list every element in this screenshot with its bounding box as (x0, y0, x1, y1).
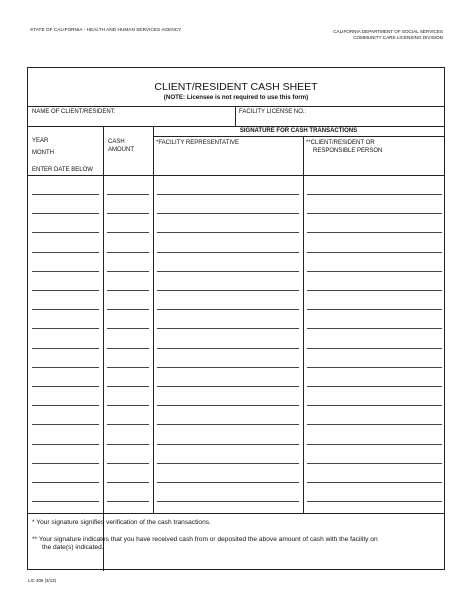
entry-line (307, 290, 442, 291)
footnote-cash-received: ** Your signature indicates that you have received cash from or deposited the above amount of cash with the facility on (32, 536, 378, 543)
entry-line (157, 290, 299, 291)
entry-line (307, 463, 442, 464)
entry-line (157, 367, 299, 368)
entry-line (32, 194, 99, 195)
entry-line (107, 328, 149, 329)
entry-line (307, 213, 442, 214)
cash-label-line: AMOUNT (108, 146, 134, 153)
month-label: MONTH (32, 150, 54, 156)
year-label: YEAR (32, 138, 49, 144)
divider (235, 106, 236, 126)
entry-line (157, 405, 299, 406)
form-number: LIC 405 (3/13) (28, 578, 57, 583)
entry-line (32, 232, 99, 233)
entry-line (157, 232, 299, 233)
client-responsible-label (306, 140, 382, 155)
entry-line (307, 271, 442, 272)
entry-line (307, 367, 442, 368)
entry-line (157, 444, 299, 445)
department-name: CALIFORNIA DEPARTMENT OF SOCIAL SERVICES (333, 29, 443, 34)
entry-line (307, 328, 442, 329)
facility-representative-label: *FACILITY REPRESENTATIVE (156, 140, 240, 146)
entry-line (32, 290, 99, 291)
entry-line (157, 386, 299, 387)
entry-line (157, 328, 299, 329)
facility-license-label: FACILITY LICENSE NO.: (239, 109, 307, 115)
divider (28, 175, 444, 176)
entry-line (32, 386, 99, 387)
entry-line (307, 194, 442, 195)
entry-line (32, 405, 99, 406)
entry-line (107, 309, 149, 310)
entry-line (107, 463, 149, 464)
entry-line (32, 463, 99, 464)
entry-line (157, 463, 299, 464)
entry-line (307, 501, 442, 502)
entry-line (157, 501, 299, 502)
cash-label-line: CASH (108, 139, 125, 145)
division-name: COMMUNITY CARE LICENSING DIVISION (353, 35, 443, 40)
entry-line (307, 405, 442, 406)
entry-line (157, 271, 299, 272)
entry-line (307, 348, 442, 349)
cash-sheet-form (27, 67, 445, 570)
entry-line (107, 444, 149, 445)
entry-line (107, 424, 149, 425)
signature-header: SIGNATURE FOR CASH TRANSACTIONS (239, 128, 358, 134)
entry-line (157, 482, 299, 483)
entry-line (32, 444, 99, 445)
entry-line (32, 271, 99, 272)
entry-line (107, 271, 149, 272)
form-note: (NOTE: Licensee is not required to use this form) (163, 94, 309, 101)
client-label-line: RESPONSIBLE PERSON (313, 147, 383, 154)
divider (28, 513, 444, 514)
entry-line (307, 252, 442, 253)
entry-line (32, 328, 99, 329)
entry-line (157, 348, 299, 349)
entry-line (107, 232, 149, 233)
entry-line (107, 367, 149, 368)
agency-header-left: STATE OF CALIFORNIA - HEALTH AND HUMAN SERVICES AGENCY (30, 27, 182, 32)
footnote-verification: * Your signature signifies verification of the cash transactions. (32, 519, 211, 526)
entry-line (157, 213, 299, 214)
entry-line (107, 501, 149, 502)
enter-date-label: ENTER DATE BELOW (32, 167, 93, 173)
entry-line (32, 213, 99, 214)
entry-line (157, 424, 299, 425)
column-divider (303, 136, 304, 513)
entry-line (157, 309, 299, 310)
divider (28, 126, 444, 127)
entry-line (107, 405, 149, 406)
column-divider (103, 126, 104, 571)
entry-line (32, 348, 99, 349)
entry-line (32, 424, 99, 425)
divider (28, 106, 444, 107)
entry-line (307, 309, 442, 310)
entry-line (107, 194, 149, 195)
client-label-line: **CLIENT/RESIDENT OR (306, 140, 375, 146)
entry-line (107, 252, 149, 253)
entry-line (107, 348, 149, 349)
client-name-label: NAME OF CLIENT/RESIDENT: (32, 109, 116, 115)
entry-line (32, 482, 99, 483)
form-title: CLIENT/RESIDENT CASH SHEET (154, 81, 318, 93)
entry-line (32, 309, 99, 310)
cash-amount-label (108, 139, 134, 154)
footnote-cash-received-cont: the date(s) indicated. (42, 544, 104, 551)
entry-line (307, 424, 442, 425)
column-divider (153, 126, 154, 513)
entry-line (307, 482, 442, 483)
entry-line (107, 213, 149, 214)
entry-line (307, 232, 442, 233)
entry-line (307, 444, 442, 445)
entry-line (307, 386, 442, 387)
entry-line (107, 290, 149, 291)
entry-line (32, 367, 99, 368)
entry-line (157, 252, 299, 253)
entry-line (32, 501, 99, 502)
entry-line (157, 194, 299, 195)
divider (153, 136, 444, 137)
entry-line (107, 386, 149, 387)
entry-line (107, 482, 149, 483)
agency-header-right (333, 29, 443, 41)
entry-line (32, 252, 99, 253)
